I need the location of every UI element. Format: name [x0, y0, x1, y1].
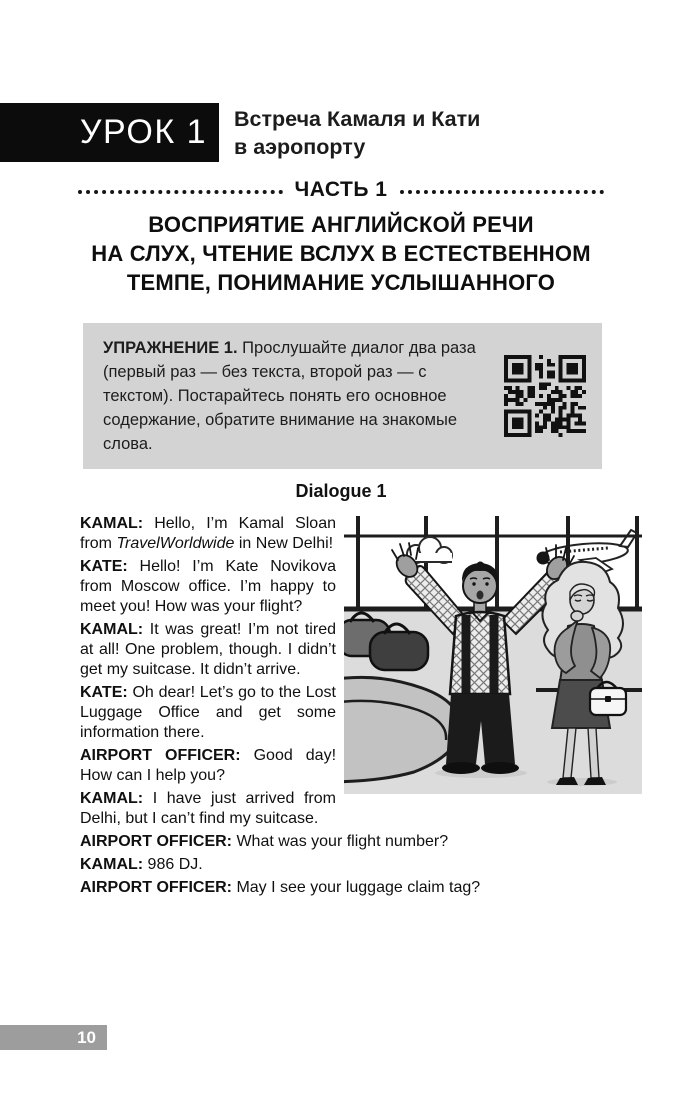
section-heading [60, 210, 622, 297]
dialogue-text: It was great! I’m not tired at all! One problem, though. I didn’t get my suitcase. It didn’t arrive. [80, 621, 336, 678]
lesson-title [234, 103, 480, 161]
part-divider [78, 178, 604, 202]
dialogue-text: in New Delhi! [238, 535, 334, 552]
speaker-label: KAMAL: [80, 856, 144, 873]
page-number: 10 [77, 1027, 96, 1047]
speaker-label: AIRPORT OFFICER: [80, 747, 241, 764]
dialogue-line [80, 878, 642, 898]
dialogue-line [80, 832, 642, 852]
page-number-badge [0, 1025, 107, 1050]
dialogue-text: I have just arrived from Delhi, but I can’t find my suitcase. [80, 790, 336, 827]
speaker-label: AIRPORT OFFICER: [80, 879, 232, 896]
speaker-label: KATE: [80, 684, 128, 701]
exercise-text [103, 336, 486, 456]
dialogue-text: Hello, I’m Kamal Sloan from [80, 515, 337, 552]
speaker-label: KAMAL: [80, 621, 144, 638]
speaker-label: KAMAL: [80, 790, 144, 807]
dotted-line-left [78, 190, 283, 194]
speaker-label: KATE: [80, 558, 128, 575]
speaker-label: KAMAL: [80, 515, 144, 532]
lesson-title-line1: Встреча Камаля и Кати [234, 107, 481, 131]
dialogue-text: 986 DJ. [147, 856, 203, 873]
lesson-header [0, 103, 682, 162]
page-root [0, 103, 682, 1103]
dialogue-text: Good day! How can I help you? [80, 747, 337, 784]
dialogue-text: What was your flight number? [236, 833, 449, 850]
lesson-badge: УРОК 1 [0, 103, 219, 162]
dialogue-title: Dialogue 1 [295, 481, 387, 501]
dotted-line-right [400, 190, 605, 194]
qr-code [504, 355, 586, 437]
dialogue-text-italic: TravelWorldwide [116, 535, 235, 552]
section-heading-line1: ВОСПРИЯТИЕ АНГЛИЙСКОЙ РЕЧИ [148, 212, 534, 237]
exercise-label: УПРАЖНЕНИЕ 1. [103, 339, 238, 357]
section-heading-line2: НА СЛУХ, ЧТЕНИЕ ВСЛУХ В ЕСТЕСТВЕННОМ [91, 241, 591, 266]
part-label: ЧАСТЬ 1 [294, 178, 388, 201]
dialogue-line [80, 855, 642, 875]
dialogue-text: Oh dear! Let’s go to the Lost Luggage Office and get some information there. [80, 684, 336, 741]
qr-code-icon [504, 355, 586, 437]
lesson-title-line2: в аэропорту [234, 135, 366, 159]
exercise-instructions: Прослушайте диалог два раза (первый раз — без текста, второй раз — с текстом). Постарайтесь понять его основное содержание, обратите внимание на знакомые слова. [103, 339, 476, 453]
dialogue-text: Hello! I’m Kate Novikova from Moscow office. I’m happy to meet you! How was your flight? [80, 558, 336, 615]
section-heading-line3: ТЕМПЕ, ПОНИМАНИЕ УСЛЫШАННОГО [126, 270, 556, 295]
exercise-box [83, 323, 602, 469]
airport-illustration [344, 516, 642, 816]
speaker-label: AIRPORT OFFICER: [80, 833, 232, 850]
dialogue-section [80, 514, 642, 898]
dialogue-text: May I see your luggage claim tag? [236, 879, 481, 896]
